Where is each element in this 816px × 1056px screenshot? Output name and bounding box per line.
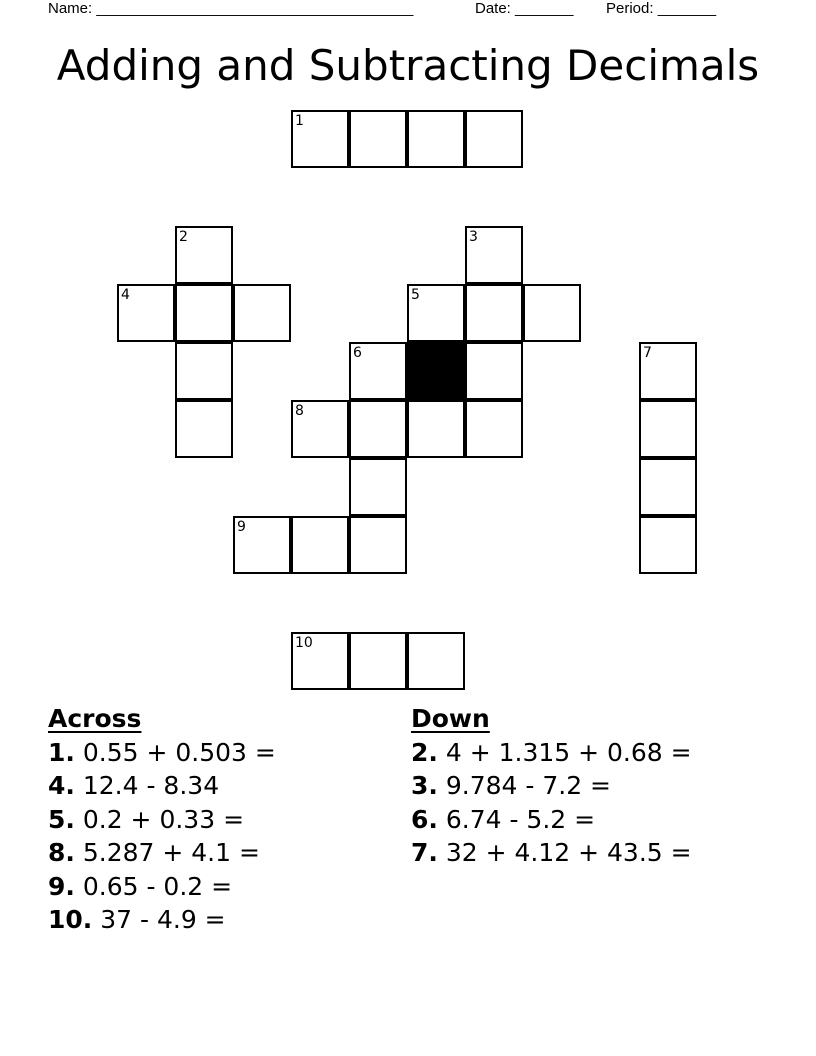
crossword-cell[interactable] bbox=[407, 284, 465, 342]
clue-text: 0.55 + 0.503 = bbox=[74, 737, 276, 767]
period-field[interactable]: Period: _______ bbox=[606, 0, 717, 17]
clue-number: 1. bbox=[48, 737, 75, 767]
crossword-cell[interactable] bbox=[349, 516, 407, 574]
clue-number: 6. bbox=[411, 804, 438, 834]
crossword-cell[interactable] bbox=[117, 284, 175, 342]
crossword-cell[interactable] bbox=[639, 342, 697, 400]
down-clues bbox=[411, 702, 692, 870]
clue-item bbox=[411, 769, 692, 803]
crossword-cell[interactable] bbox=[465, 110, 523, 168]
clue-text: 32 + 4.12 + 43.5 = bbox=[437, 838, 692, 867]
crossword-cell[interactable] bbox=[349, 632, 407, 690]
clue-text: 12.4 - 8.34 bbox=[74, 771, 220, 800]
crossword-cell[interactable] bbox=[407, 110, 465, 168]
across-heading: Across bbox=[48, 704, 142, 733]
crossword-cell[interactable] bbox=[465, 284, 523, 342]
clue-item bbox=[48, 769, 276, 803]
clue-item bbox=[411, 836, 692, 870]
crossword-cell[interactable] bbox=[465, 342, 523, 400]
clue-text: 9.784 - 7.2 = bbox=[437, 771, 611, 800]
crossword-cell[interactable] bbox=[407, 632, 465, 690]
crossword-cell[interactable] bbox=[291, 400, 349, 458]
clue-text: 0.2 + 0.33 = bbox=[74, 804, 245, 834]
cell-number: 6 bbox=[353, 345, 362, 361]
clue-text: 6.74 - 5.2 = bbox=[437, 804, 596, 834]
crossword-cell[interactable] bbox=[349, 110, 407, 168]
clue-number: 8. bbox=[48, 838, 75, 867]
crossword-cell[interactable] bbox=[639, 400, 697, 458]
crossword-cell[interactable] bbox=[465, 226, 523, 284]
crossword-cell[interactable] bbox=[639, 516, 697, 574]
clue-number: 9. bbox=[48, 871, 75, 901]
cell-number: 10 bbox=[295, 635, 313, 651]
crossword-cell[interactable] bbox=[465, 400, 523, 458]
crossword-cell[interactable] bbox=[291, 632, 349, 690]
crossword-cell[interactable] bbox=[175, 400, 233, 458]
clue-item bbox=[411, 803, 692, 837]
cell-number: 8 bbox=[295, 403, 304, 419]
clue-item bbox=[411, 736, 692, 770]
clue-item bbox=[48, 803, 276, 837]
crossword-cell[interactable] bbox=[175, 284, 233, 342]
clue-number: 5. bbox=[48, 804, 75, 834]
crossword-cell[interactable] bbox=[291, 516, 349, 574]
clue-number: 7. bbox=[411, 838, 438, 867]
clue-item bbox=[48, 870, 276, 904]
clue-text: 4 + 1.315 + 0.68 = bbox=[437, 737, 692, 767]
clue-item bbox=[48, 736, 276, 770]
clue-text: 0.65 - 0.2 = bbox=[74, 871, 233, 901]
clue-item bbox=[48, 836, 276, 870]
cell-number: 1 bbox=[295, 113, 304, 129]
cell-number: 4 bbox=[121, 287, 130, 303]
clue-text: 5.287 + 4.1 = bbox=[74, 838, 260, 867]
crossword-cell[interactable] bbox=[175, 342, 233, 400]
crossword-block-cell bbox=[407, 342, 465, 400]
clue-item bbox=[48, 903, 276, 937]
crossword-cell[interactable] bbox=[523, 284, 581, 342]
clue-number: 2. bbox=[411, 737, 438, 767]
clue-number: 4. bbox=[48, 771, 75, 800]
clue-number: 10. bbox=[48, 905, 93, 934]
clue-text: 37 - 4.9 = bbox=[92, 905, 226, 934]
down-heading: Down bbox=[411, 704, 490, 733]
crossword-cell[interactable] bbox=[639, 458, 697, 516]
crossword-cell[interactable] bbox=[349, 400, 407, 458]
page-title: Adding and Subtracting Decimals bbox=[56, 41, 760, 90]
cell-number: 9 bbox=[237, 519, 246, 535]
cell-number: 7 bbox=[643, 345, 652, 361]
cell-number: 5 bbox=[411, 287, 420, 303]
crossword-cell[interactable] bbox=[291, 110, 349, 168]
cell-number: 2 bbox=[179, 229, 188, 245]
crossword-cell[interactable] bbox=[233, 284, 291, 342]
across-clues bbox=[48, 702, 276, 937]
crossword-cell[interactable] bbox=[407, 400, 465, 458]
date-field[interactable]: Date: _______ bbox=[475, 0, 574, 17]
clue-number: 3. bbox=[411, 771, 438, 800]
crossword-cell[interactable] bbox=[175, 226, 233, 284]
crossword-cell[interactable] bbox=[349, 342, 407, 400]
crossword-cell[interactable] bbox=[349, 458, 407, 516]
cell-number: 3 bbox=[469, 229, 478, 245]
name-field[interactable]: Name: ______________________________________ bbox=[48, 0, 414, 17]
crossword-cell[interactable] bbox=[233, 516, 291, 574]
